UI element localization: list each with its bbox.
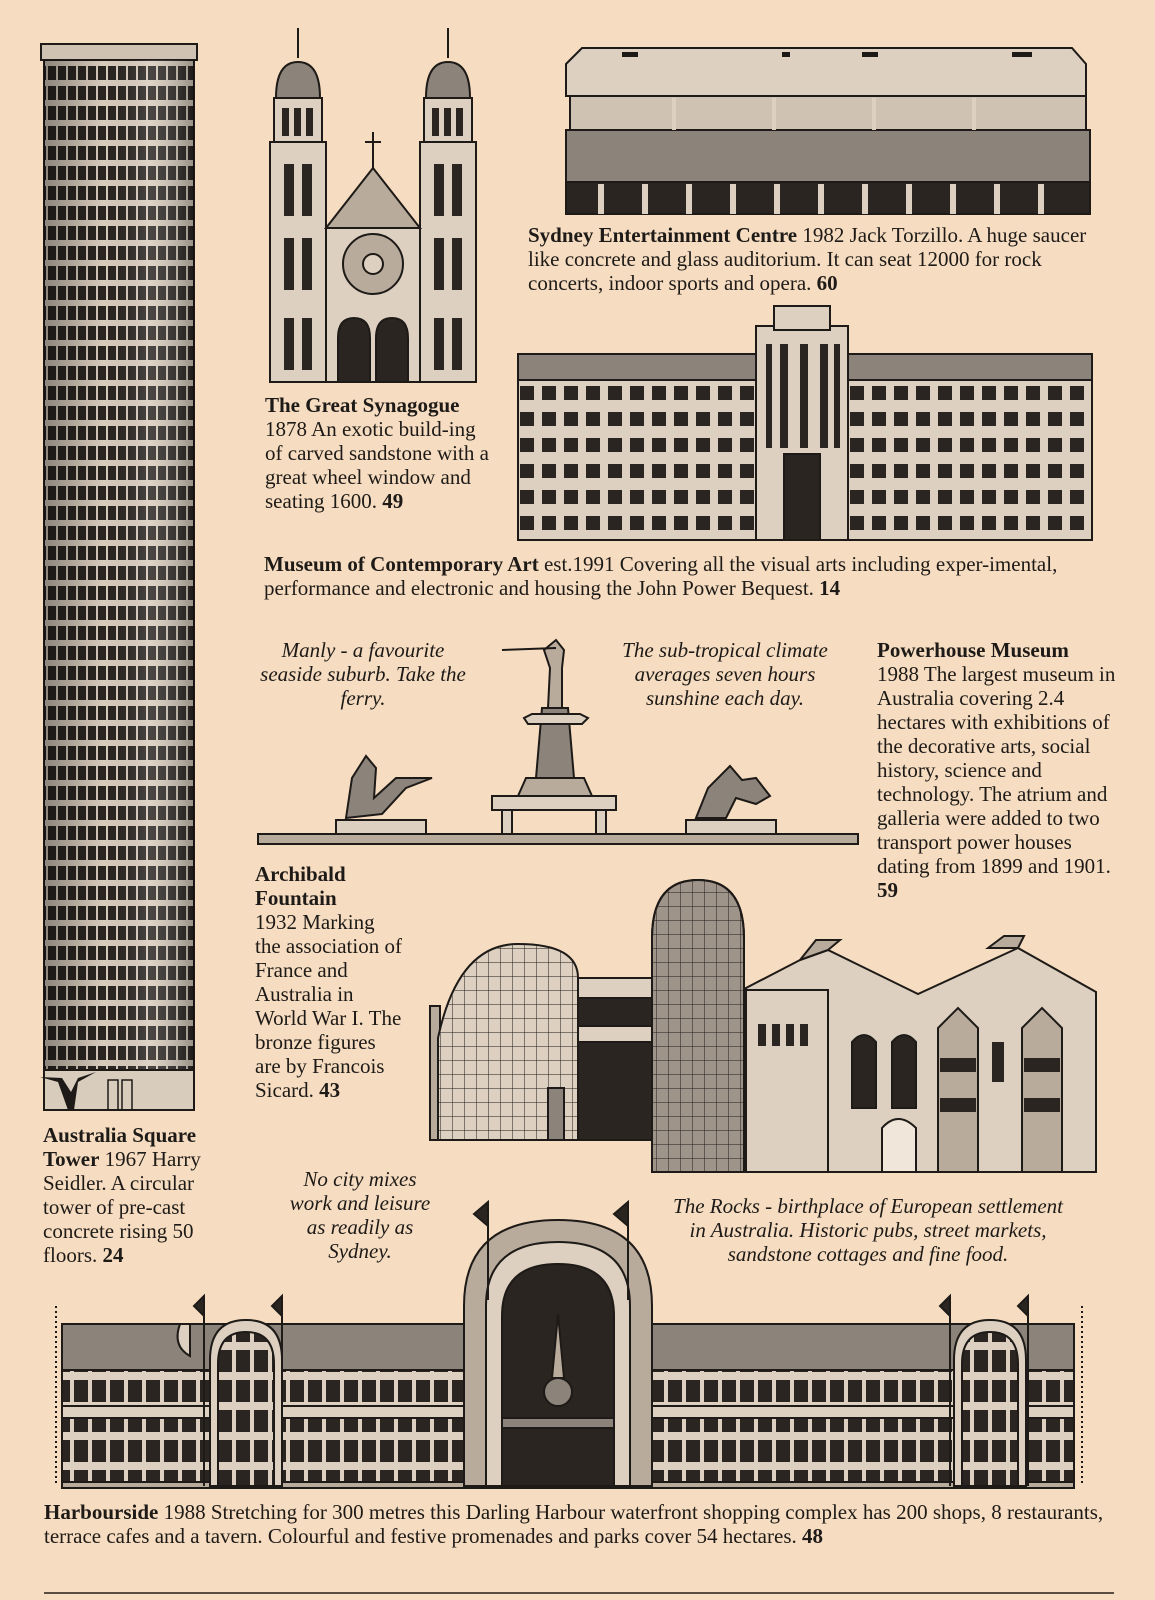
harbourside-caption (44, 1500, 1119, 1548)
tower-title: Australia Square Tower (43, 1123, 197, 1171)
entertainment-centre-illustration (562, 44, 1092, 216)
synagogue-ref: 49 (382, 489, 404, 513)
mca-body: est.1991 Covering all the visual arts including exper-imental, performance and electronic and housing the John Power Bequest. (264, 552, 1058, 600)
fountain-ref: 43 (319, 1078, 341, 1102)
great-synagogue-illustration (266, 28, 484, 386)
tower-body: 1967 Harry Seidler. A circular tower of pre-cast concrete rising 50 floors. (43, 1147, 201, 1267)
synagogue-caption (265, 393, 497, 513)
manly-quote: Manly - a favourite seaside suburb. Take the ferry. (260, 638, 466, 710)
powerhouse-ref: 59 (877, 878, 898, 902)
powerhouse-museum-illustration (428, 878, 1100, 1176)
synagogue-title: The Great Synagogue (265, 393, 460, 417)
mca-ref: 14 (819, 576, 841, 600)
powerhouse-caption (877, 638, 1117, 902)
synagogue-body: 1878 An exotic build-ing of carved sandstone with a great wheel window and seating 1600. (265, 417, 489, 513)
mca-illustration (516, 304, 1094, 544)
fountain-caption (255, 862, 405, 1102)
harbourside-body: 1988 Stretching for 300 metres this Darling Harbour waterfront shopping complex has 200 shops, 8 restaurants, terrace cafes and a tavern. Colourful and festive promenades and parks cover 54 hectares. (44, 1500, 1104, 1548)
tower-caption (43, 1123, 243, 1267)
rocks-quote: The Rocks - birthplace of European settlement in Australia. Historic pubs, street markets, sandstone cottages and fine food. (673, 1194, 1063, 1266)
harbourside-ref: 48 (802, 1524, 823, 1548)
entertainment-centre-ref: 60 (816, 271, 838, 295)
fountain-title: Archibald Fountain (255, 862, 346, 910)
australia-square-tower-illustration (38, 42, 200, 1114)
harbourside-title: Harbourside (44, 1500, 159, 1524)
city-quote: No city mixes work and leisure as readily as Sydney. (289, 1167, 431, 1263)
bottom-rule (44, 1592, 1114, 1594)
entertainment-centre-title: Sydney Entertainment Centre (528, 223, 798, 247)
mca-title: Museum of Contemporary Art (264, 552, 539, 576)
climate-quote: The sub-tropical climate averages seven hours sunshine each day. (622, 638, 828, 710)
powerhouse-body: 1988 The largest museum in Australia covering 2.4 hectares with exhibitions of the decorative arts, social history, science and technology. The atrium and galleria were added to two transport power houses dating from 1899 and 1901. (877, 662, 1116, 878)
fountain-body: 1932 Marking the association of France and Australia in World War I. The bronze figures are by Francois Sicard. (255, 910, 402, 1102)
entertainment-centre-body: 1982 Jack Torzillo. A huge saucer like concrete and glass auditorium. It can seat 12000 for rock concerts, indoor sports and opera. (528, 223, 1087, 295)
entertainment-centre-caption (528, 223, 1103, 295)
powerhouse-title: Powerhouse Museum (877, 638, 1069, 662)
mca-caption (264, 552, 1104, 600)
tower-ref: 24 (102, 1243, 124, 1267)
